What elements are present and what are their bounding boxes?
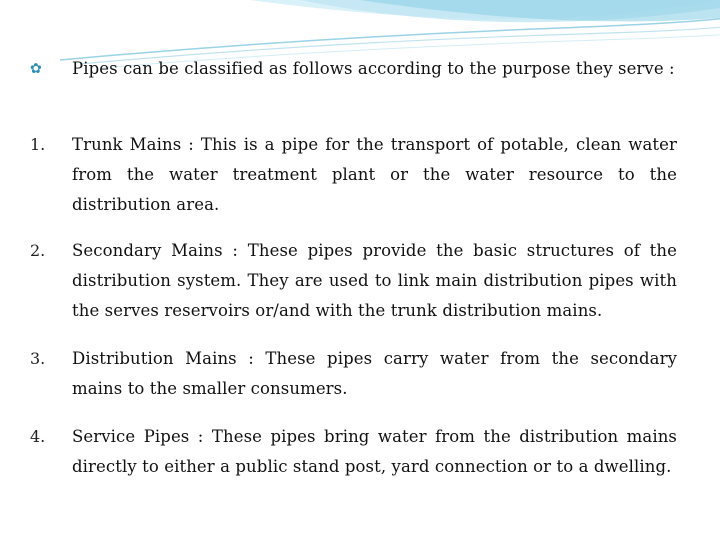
swirl-bullet-icon: ✿ [30,61,42,77]
list-text-3: Distribution Mains : These pipes carry water from the secondary mains to the smaller consumers. [72,349,677,398]
list-number-1: 1. [30,135,46,154]
intro-text: Pipes can be classified as follows according to the purpose they serve : [72,59,675,78]
list-text-4: Service Pipes : These pipes bring water from the distribution mains directly to either a public stand post, yard connection or to a dwelling. [72,427,677,476]
list-text-1: Trunk Mains : This is a pipe for the transport of potable, clean water from the water treatment plant or the water resource to the distribution area. [72,135,677,214]
list-number-3: 3. [30,349,46,368]
list-text-2: Secondary Mains : These pipes provide the basic structures of the distribution system. They are used to link main distribution pipes with the serves reservoirs or/and with the trunk distribution mains. [72,241,677,320]
list-number-2: 2. [30,241,46,260]
list-number-4: 4. [30,427,46,446]
